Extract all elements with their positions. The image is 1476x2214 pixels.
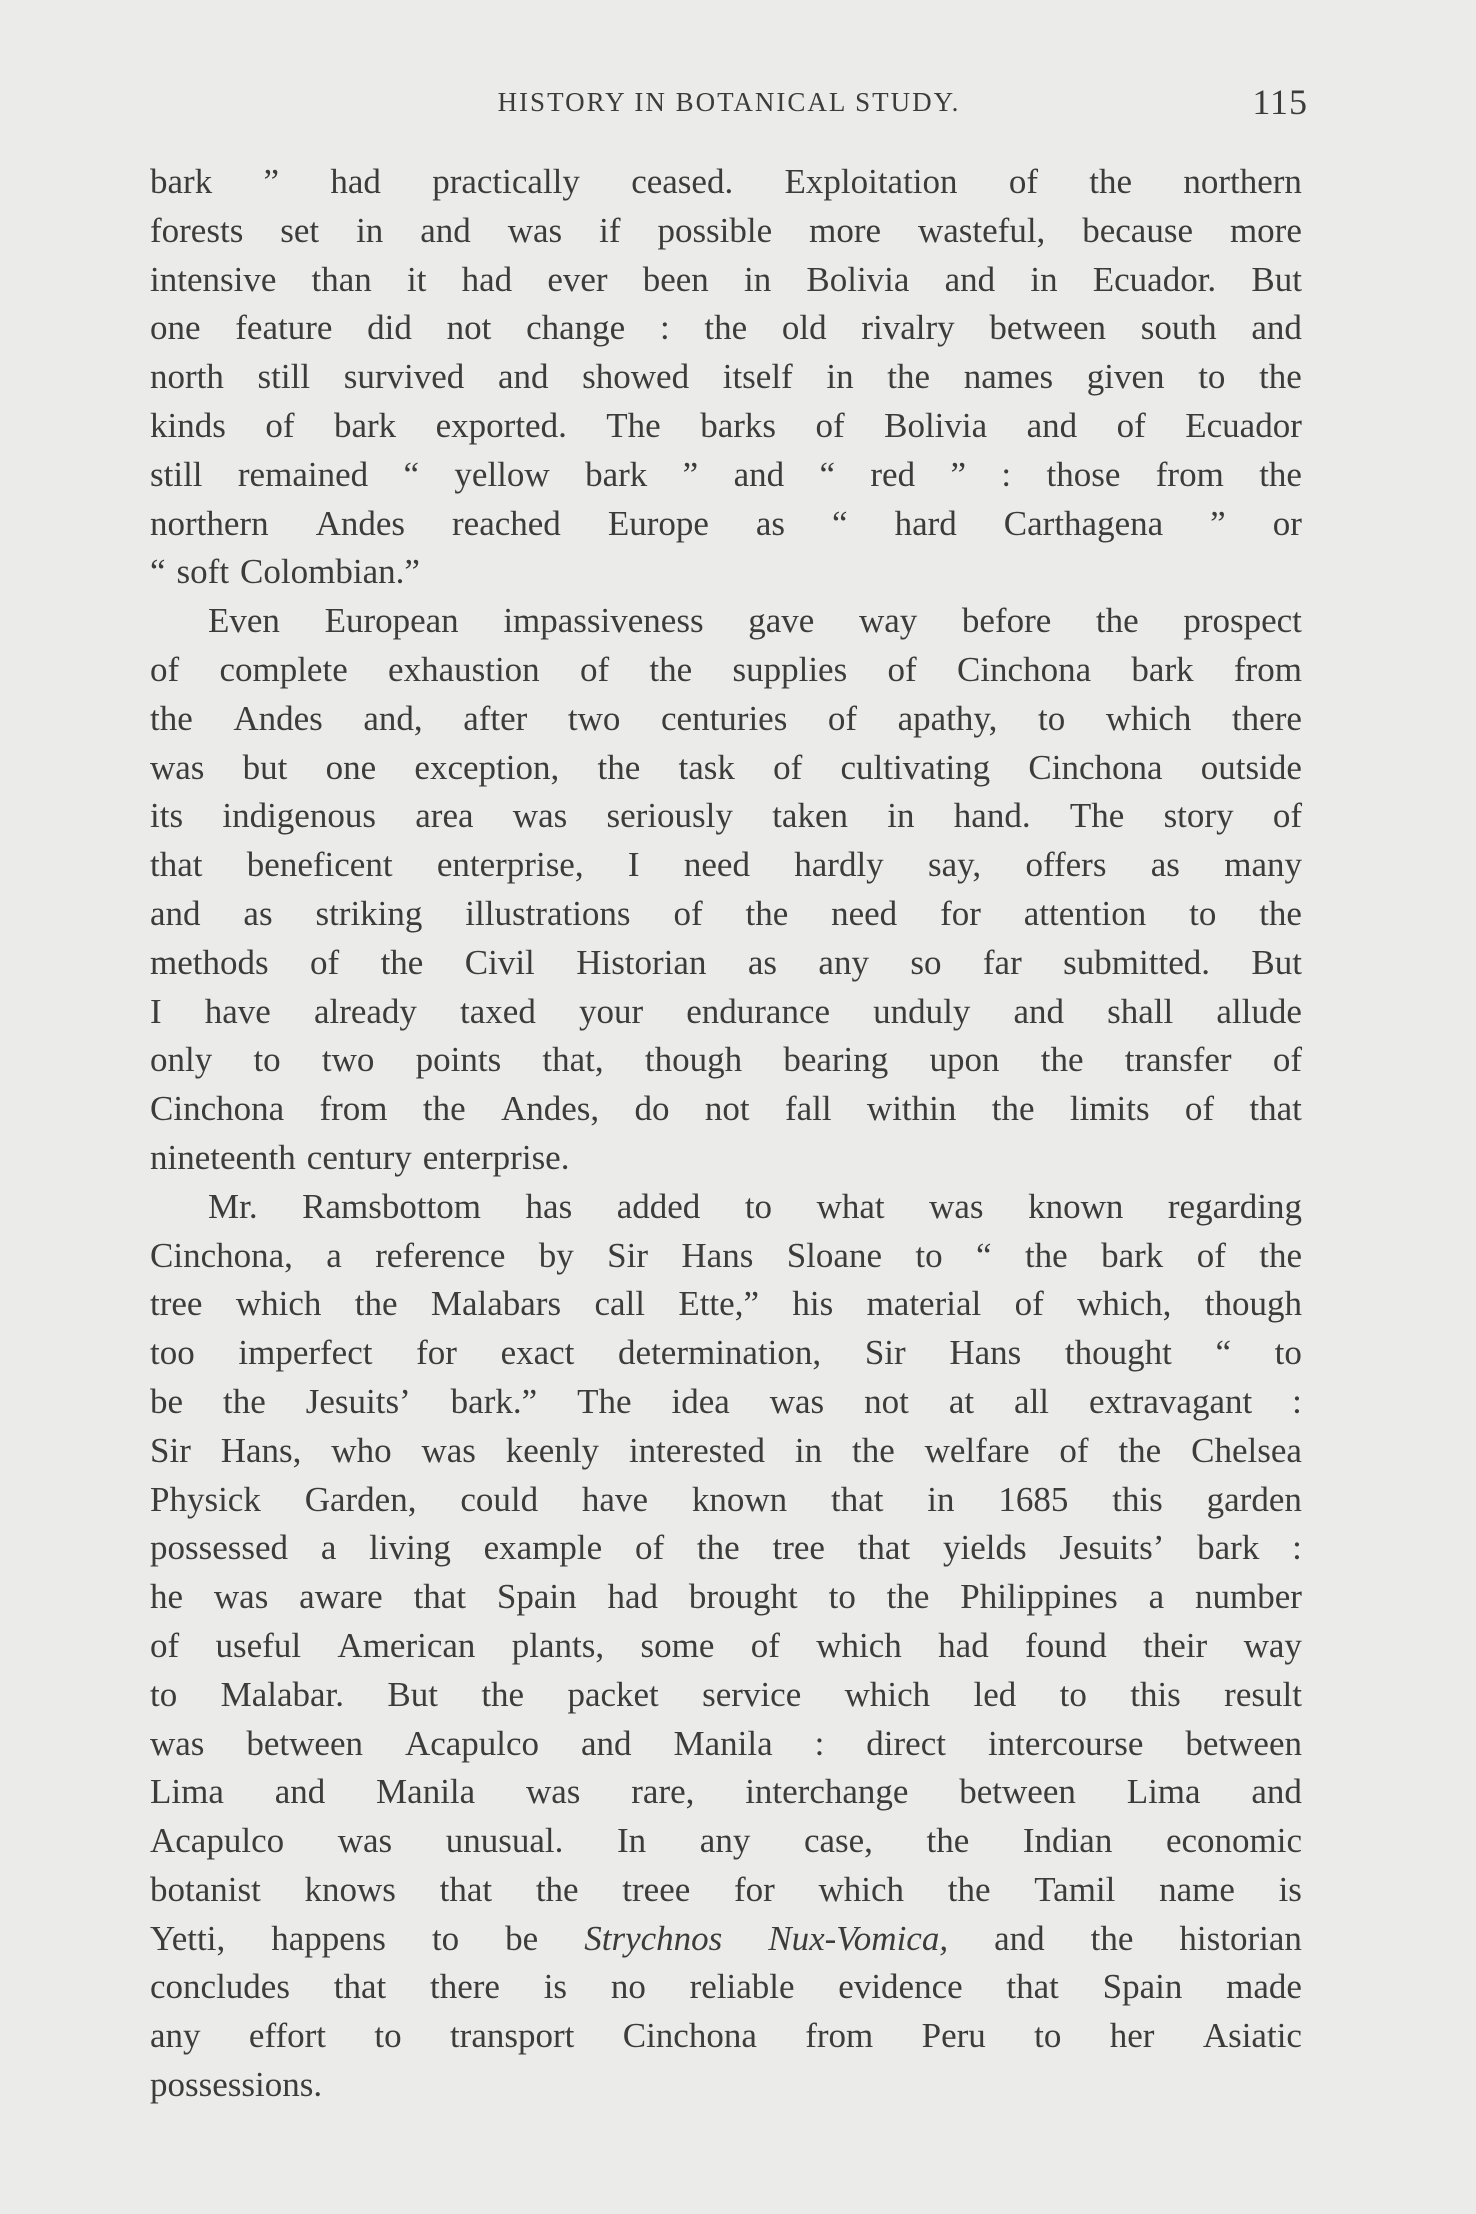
- text-line: I have already taxed your endurance unduly and shall allude: [150, 991, 1302, 1031]
- text-line: of complete exhaustion of the supplies of Cinchona bark from: [150, 649, 1302, 689]
- page-number: 115: [1252, 82, 1308, 122]
- text-line: that beneficent enterprise, I need hardly say, offers as many: [150, 845, 1302, 885]
- text-line: “ soft Colombian.”: [150, 552, 420, 592]
- text-line: north still survived and showed itself in the names given to the: [150, 357, 1302, 397]
- text-line: be the Jesuits’ bark.” The idea was not at all extravagant :: [150, 1381, 1302, 1421]
- text-line: of useful American plants, some of which had found their way: [150, 1625, 1302, 1665]
- text-line: Even European impassiveness gave way before the prospect: [208, 601, 1302, 641]
- text-line: northern Andes reached Europe as “ hard Carthagena ” or: [150, 503, 1302, 543]
- text-line: nineteenth century enterprise.: [150, 1137, 570, 1177]
- paragraph: [150, 158, 1302, 597]
- text-line: methods of the Civil Historian as any so far submitted. But: [150, 942, 1302, 982]
- text-line: bark ” had practically ceased. Exploitation of the northern: [150, 162, 1302, 201]
- text-line: Cinchona, a reference by Sir Hans Sloane to “ the bark of the: [150, 1235, 1302, 1275]
- text-line: intensive than it had ever been in Bolivia and in Ecuador. But: [150, 259, 1302, 299]
- running-title: HISTORY IN BOTANICAL STUDY.: [497, 87, 961, 117]
- text-line: to Malabar. But the packet service which led to this result: [150, 1674, 1302, 1714]
- text-line: forests set in and was if possible more wasteful, because more: [150, 210, 1302, 250]
- text-line: one feature did not change : the old rivalry between south and: [150, 308, 1302, 348]
- text-line: botanist knows that the treee for which the Tamil name is: [150, 1869, 1302, 1909]
- paragraph: [150, 597, 1302, 1183]
- text-line: kinds of bark exported. The barks of Bolivia and of Ecuador: [150, 405, 1302, 445]
- text-line: Physick Garden, could have known that in 1685 this garden: [150, 1479, 1302, 1519]
- text-line: Lima and Manila was rare, interchange between Lima and: [150, 1772, 1302, 1812]
- text-line: only to two points that, though bearing upon the transfer of: [150, 1040, 1302, 1080]
- text-line: was between Acapulco and Manila : direct intercourse between: [150, 1723, 1302, 1763]
- text-line: still remained “ yellow bark ” and “ red ” : those from the: [150, 454, 1302, 494]
- paragraph: [150, 1183, 1302, 2110]
- text-line: Acapulco was unusual. In any case, the Indian economic: [150, 1821, 1302, 1861]
- text-line: tree which the Malabars call Ette,” his material of which, though: [150, 1284, 1302, 1324]
- text-line: Mr. Ramsbottom has added to what was known regarding: [208, 1186, 1302, 1226]
- body-text: [150, 158, 1302, 2110]
- text-line: Sir Hans, who was keenly interested in the welfare of the Chelsea: [150, 1430, 1302, 1470]
- text-line: too imperfect for exact determination, Sir Hans thought “ to: [150, 1333, 1302, 1373]
- text-line: possessed a living example of the tree that yields Jesuits’ bark :: [150, 1528, 1302, 1568]
- text-line: and as striking illustrations of the need for attention to the: [150, 893, 1302, 933]
- text-line: the Andes and, after two centuries of apathy, to which there: [150, 698, 1302, 738]
- text-line: possessions.: [150, 2065, 323, 2105]
- text-line: was but one exception, the task of cultivating Cinchona outside: [150, 747, 1302, 787]
- text-line: its indigenous area was seriously taken in hand. The story of: [150, 796, 1302, 836]
- text-line: concludes that there is no reliable evidence that Spain made: [150, 1967, 1302, 2007]
- text-line: he was aware that Spain had brought to the Philippines a number: [150, 1577, 1302, 1617]
- text-line: any effort to transport Cinchona from Peru to her Asiatic: [150, 2016, 1302, 2056]
- text-line: Cinchona from the Andes, do not fall within the limits of that: [150, 1089, 1302, 1129]
- text-line: Yetti, happens to be Strychnos Nux-Vomica, and the historian: [150, 1918, 1302, 1958]
- running-head: [150, 80, 1308, 124]
